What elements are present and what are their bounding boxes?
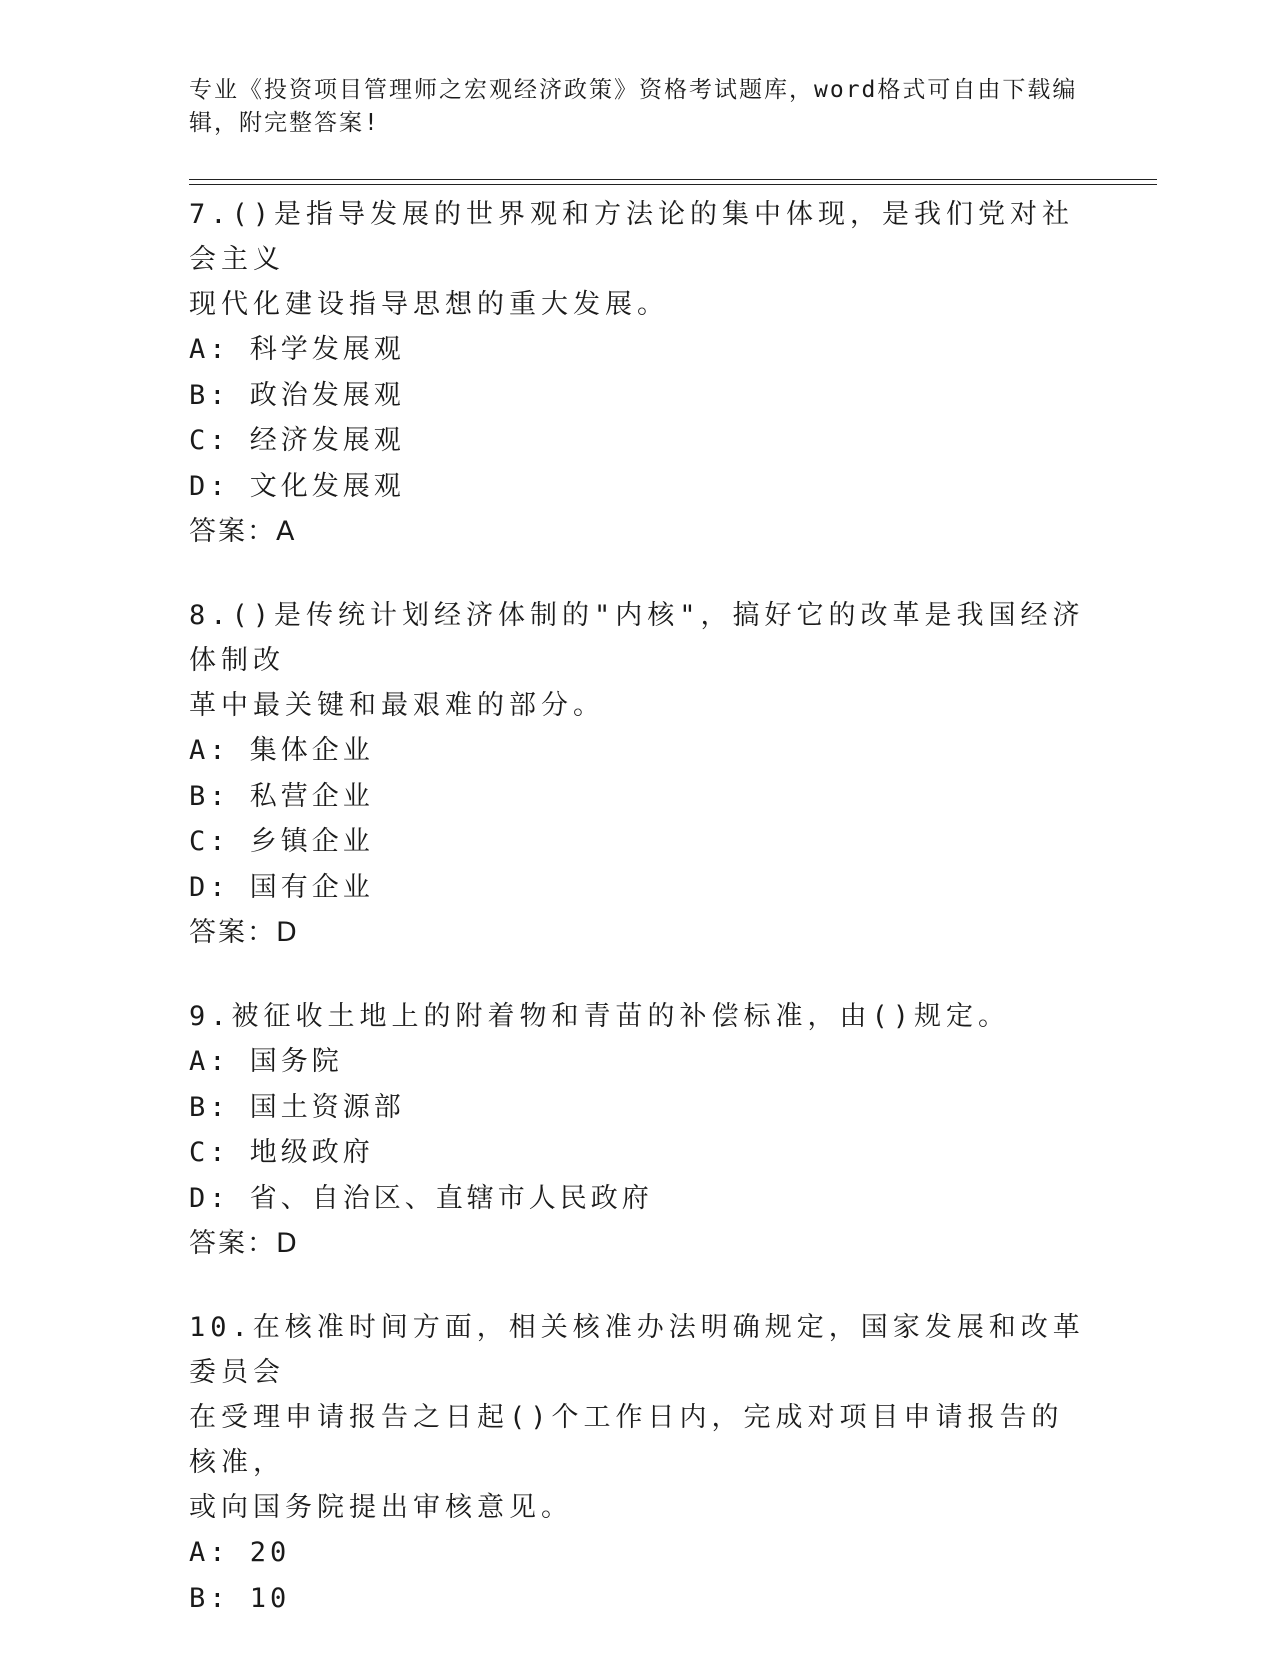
question-stem-line: 9.被征收土地上的附着物和青苗的补偿标准，由()规定。 (189, 1001, 1011, 1032)
question-stem-line: 革中最关键和最艰难的部分。 (189, 690, 605, 721)
question-9 (189, 994, 1089, 1267)
option-d: D: 国有企业 (189, 871, 374, 903)
option-b: B: 私营企业 (189, 780, 374, 812)
option-a: A: 科学发展观 (189, 334, 405, 365)
option-a: A: 国务院 (189, 1046, 343, 1077)
header-line-2: 辑，附完整答案! (189, 110, 380, 136)
option-c: C: 乡镇企业 (189, 826, 374, 857)
question-list (189, 192, 1089, 1659)
option-b: B: 10 (189, 1582, 291, 1614)
option-c: C: 地级政府 (189, 1137, 374, 1168)
question-7 (189, 192, 1089, 555)
option-d: D: 文化发展观 (189, 470, 405, 502)
header-line-1: 专业《投资项目管理师之宏观经济政策》资格考试题库，word格式可自由下载编 (189, 77, 1078, 103)
question-8 (189, 593, 1089, 956)
question-stem-line: 7.()是指导发展的世界观和方法论的集中体现，是我们党对社会主义 (189, 199, 1075, 275)
option-a: A: 20 (189, 1537, 291, 1568)
answer-line: 答案：A (189, 516, 297, 547)
question-10 (189, 1305, 1089, 1621)
option-d: D: 省、自治区、直辖市人民政府 (189, 1182, 653, 1214)
question-stem-line: 现代化建设指导思想的重大发展。 (189, 289, 669, 320)
document-header (189, 74, 1079, 140)
option-b: B: 国土资源部 (189, 1091, 405, 1123)
question-stem-line: 10.在核准时间方面，相关核准办法明确规定，国家发展和改革委员会 (189, 1312, 1085, 1388)
answer-line: 答案：D (189, 917, 299, 948)
option-c: C: 经济发展观 (189, 425, 405, 456)
question-stem-line: 8.()是传统计划经济体制的"内核"，搞好它的改革是我国经济体制改 (189, 600, 1085, 676)
answer-line: 答案：D (189, 1228, 299, 1259)
header-divider-bottom (189, 184, 1157, 185)
question-stem-line: 或向国务院提出审核意见。 (189, 1492, 573, 1523)
option-b: B: 政治发展观 (189, 379, 405, 411)
header-divider-top (189, 179, 1157, 180)
question-stem-line: 在受理申请报告之日起()个工作日内，完成对项目申请报告的核准， (189, 1402, 1064, 1478)
option-a: A: 集体企业 (189, 735, 374, 766)
